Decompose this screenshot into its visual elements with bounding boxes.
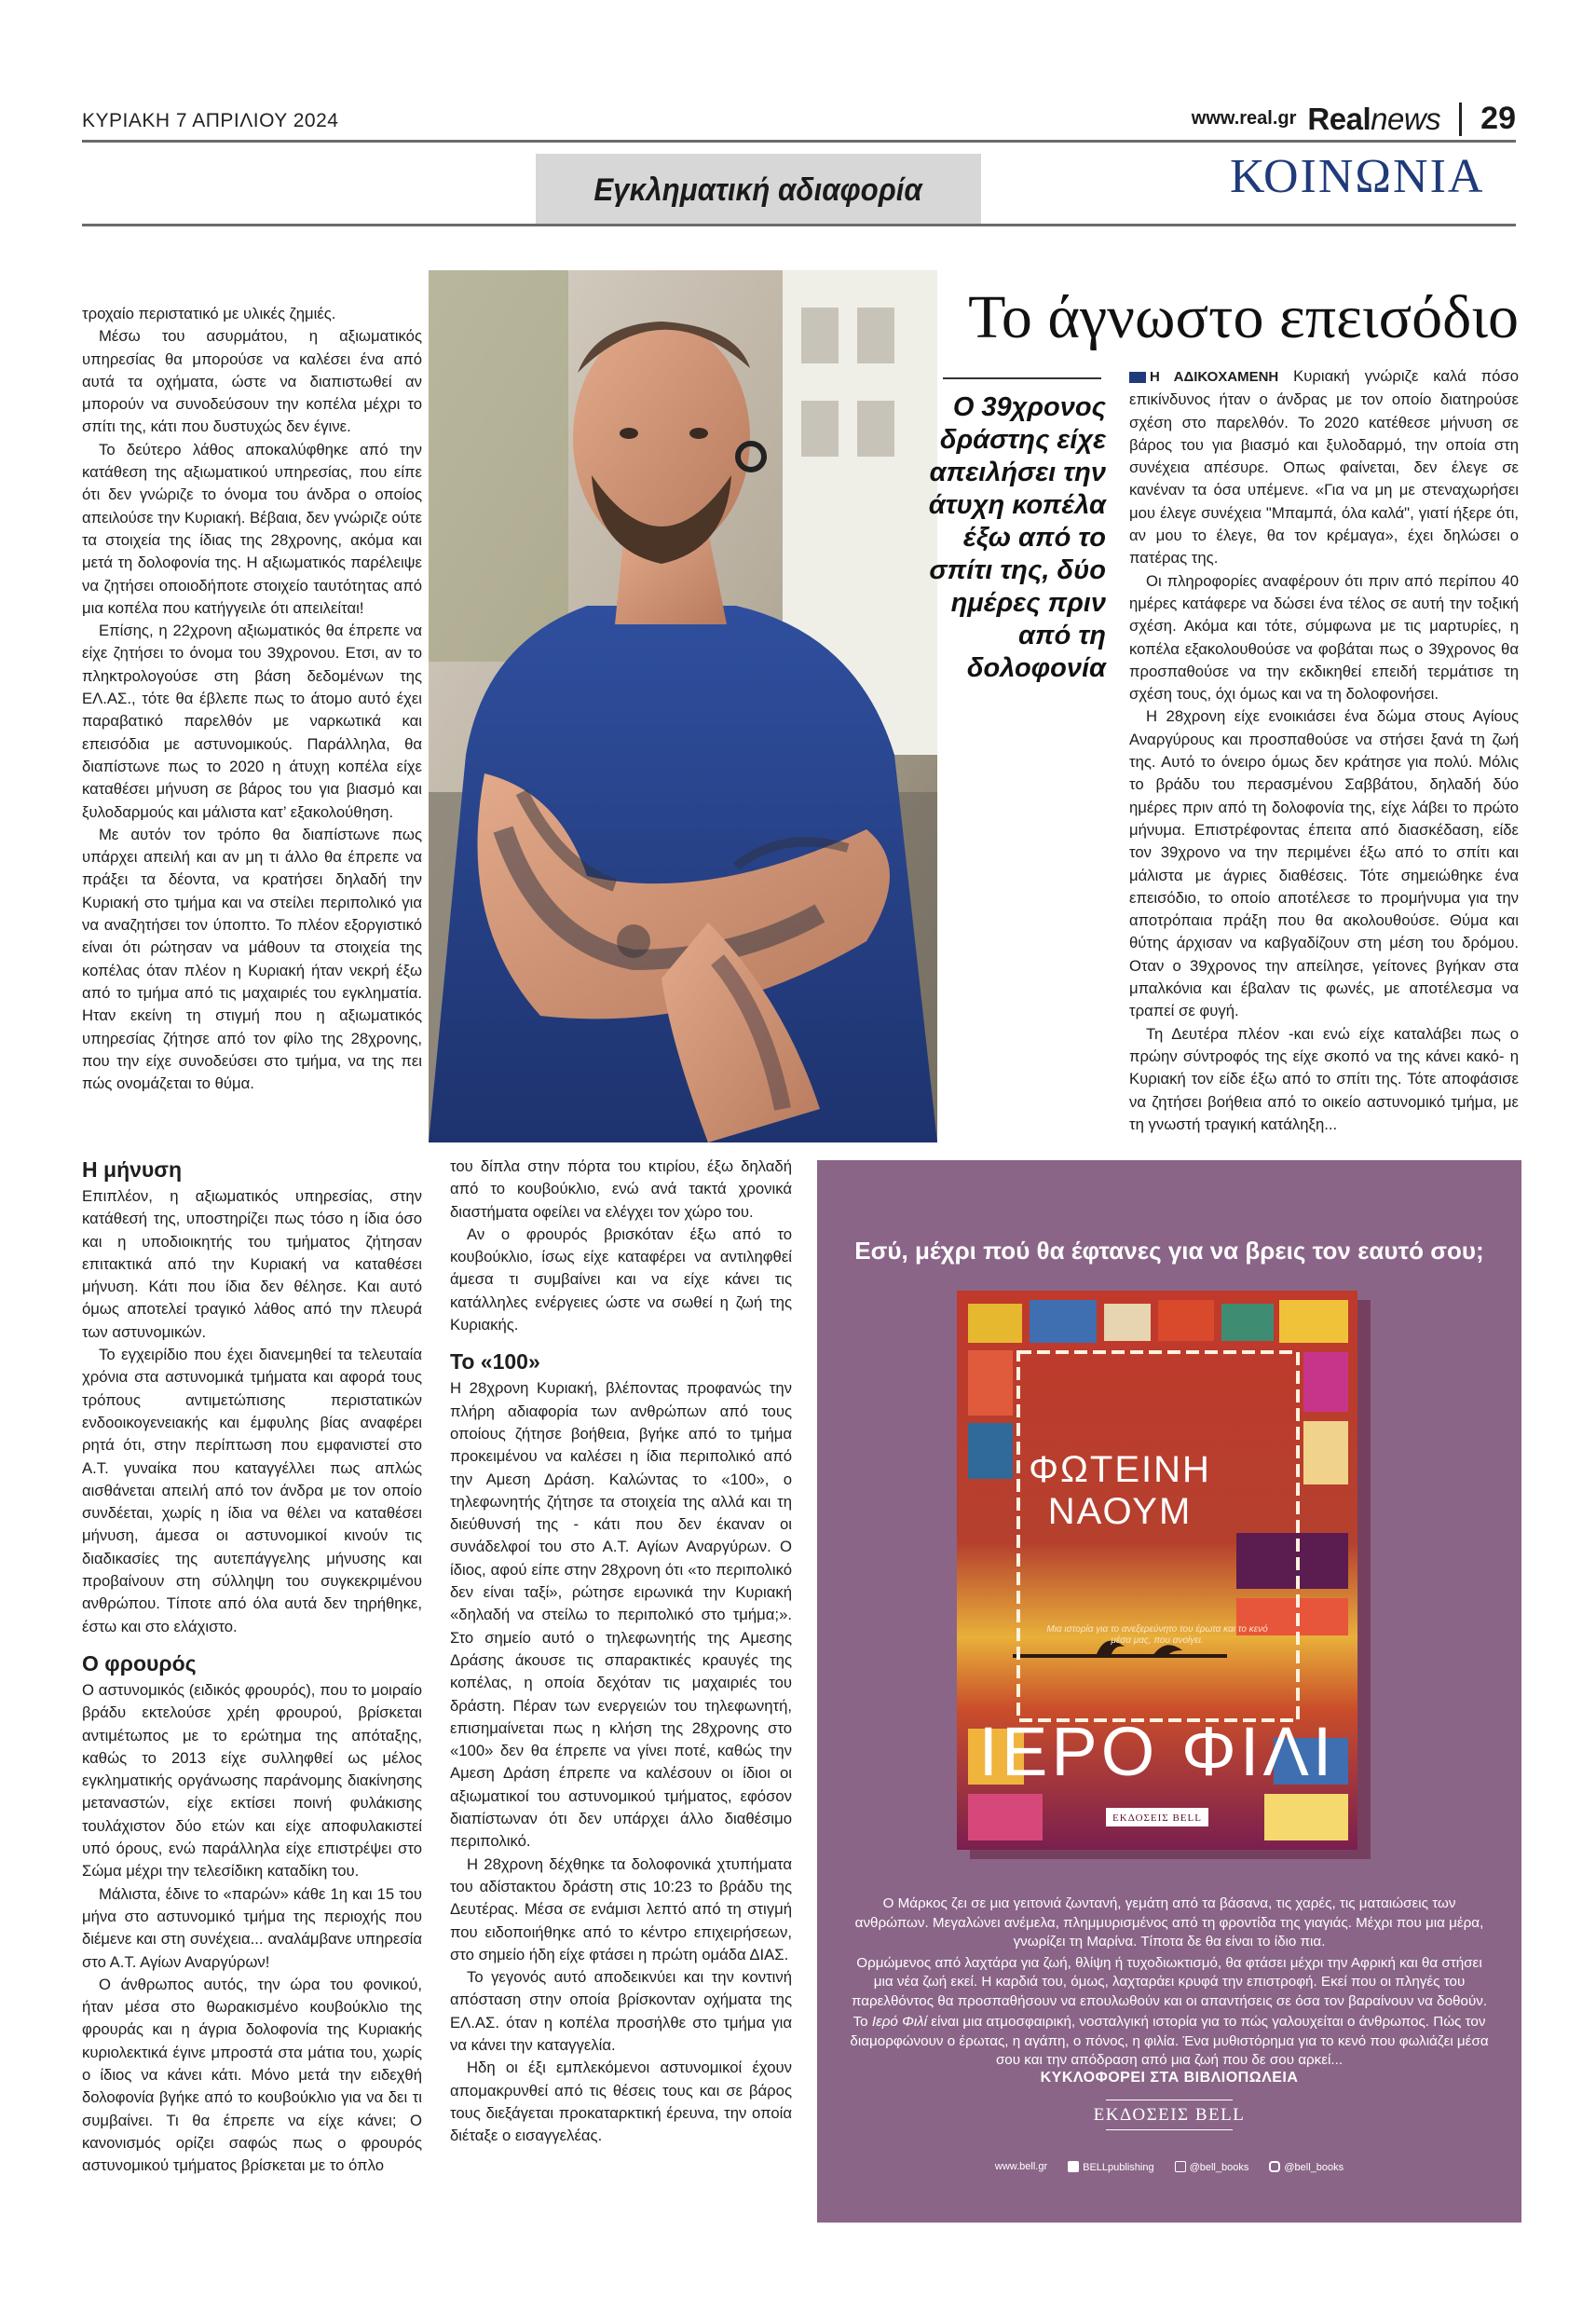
ad-text: είναι μια ατμοσφαιρική, νοσταλγική ιστορία για το πώς γαλουχείται ο άνθρωπος. Πώς τον διαμορφώνουν ο έρωτας, η αγάπη, ο πόνος, η φιλία. Ένα μυθιστόρημα για το κενό που φωλιάζει μέσα σου και την απόδραση από μια ζωή που δε σου αρκεί... bbox=[850, 2014, 1489, 2068]
paragraph: του δίπλα στην πόρτα του κτιρίου, έξω δηλαδή από το κουβούκλιο, ενώ ανά τακτά χρονικά διαστήματα οφείλει να ελέγχει τον χώρο του. bbox=[450, 1157, 792, 1221]
ad-headline: Εσύ, μέχρι πού θα έφτανες για να βρεις τον εαυτό σου; bbox=[854, 1237, 1484, 1265]
masthead bbox=[1192, 101, 1516, 137]
left-column-bottom bbox=[82, 1156, 422, 2177]
masthead-separator bbox=[1459, 103, 1462, 136]
paragraph: Το εγχειρίδιο που έχει διανεμηθεί τα τελευταία χρόνια στα αστυνομικά τμήματα και αφορά τους τρόπους αντιμετώπισης περιστατικών ενδοοικογενειακής και έμφυλης βίας αναφέρει ρητά ότι, στην περίπτωση που εμφανιστεί στο Α.Τ. γυναίκα που καταγγέλλει πως απλώς αισθάνεται απειλή από τον άνδρα με τον οποίο συνδέεται, χωρίς η ίδια να θέλει να καταθέσει μήνυση, άμεσα οι αστυνομικοί κινούν τις διαδικασίες της αυτεπάγγελης μήνυσης και προβαίνουν στη σύλληψη του συγκεκριμένου ανθρώπου. Τίποτε από όλα αυτά δεν τηρήθηκε, έστω και στο ελάχιστο. bbox=[82, 1346, 422, 1635]
paragraph: Το γεγονός αυτό αποδεικνύει και την κοντινή απόσταση στην οποία βρίσκονταν οχήματα της ΕΛ.ΑΣ. όταν η κοπέλα προσήλθε στο τμήμα για να κάνει την καταγγελία. bbox=[450, 1968, 792, 2054]
article-headline: Το άγνωστο επεισόδιο bbox=[968, 283, 1519, 351]
ad-paragraph: Ο Μάρκος ζει σε μια γειτονιά ζωντανή, γεμάτη από τα βάσανα, τις χαρές, τις ματαιώσεις των ανθρώπων. Μεγαλώνει ανέμελα, πλημμυρισμένος από τη φροντίδα της γιαγιάς. Μέχρι που μια μέρα, γνωρίζει τη Μαρίνα. Τίποτα δε θα είναι το ίδιο πια. bbox=[854, 1895, 1484, 1949]
right-column bbox=[1129, 365, 1519, 1136]
ad-publisher: ΕΚΔΟΣΕΙΣ BELL bbox=[1093, 2105, 1246, 2125]
paragraph: Με αυτόν τον τρόπο θα διαπίστωνε πως υπάρχει απειλή και αν μη τι άλλο θα έπρεπε να πράξει τα δέοντα, να κρατήσει δηλαδή την Κυριακή στο τμήμα και να στείλει περιπολικό για να αναζητήσει τον ύποπτο. Το πλέον εξοργιστικό είναι ότι ρώτησαν να μάθουν τα στοιχεία της κοπέλας όταν πλέον η Κυριακή ήταν νεκρή έξω από το τμήμα από τις μαχαιριές του εγκληματία. Ηταν εκείνη τη στιγμή που η αξιωματικός υπηρεσίας ζήτησε από τον φίλο της 28χρονης, που την είχε συνοδεύσει στο τμήμα, να της πει πώς ονομάζεται το θύμα. bbox=[82, 825, 422, 1093]
ad-paragraph: Ορμώμενος από λαχτάρα για ζωή, θλίψη ή τυχοδιωκτισμό, θα φτάσει μέχρι την Αφρική και θα στήσει μια νέα ζωή εκεί. Η καρδιά του, όμως, λαχταράει κρυφά την επιστροφή. Εκεί που οι πληγές του παρελθόντος θα προσπαθήσουν να επουλωθούν και οι απαντήσεις σε όσα τον βαραίνουν να δοθούν. bbox=[851, 1954, 1488, 2009]
ad-instagram-text: @bell_books bbox=[1284, 2162, 1344, 2173]
paragraph: Η 28χρονη Κυριακή, βλέποντας προφανώς την πλήρη αδιαφορία των ανθρώπων από τους οποίους ζήτησε βοήθεια, βγήκε από το τμήμα προκειμένου να καλέσει η ίδια περιπολικό από την Αμεση Δράση. Καλώντας το «100», ο τηλεφωνητής ζήτησε τα στοιχεία της αλλά και τη διεύθυνσή της - κάτι που δεν έκαναν οι συνάδελφοί του στο Α.Τ. Αγίων Αναργύρων. Ο ίδιος, αφού είπε στην 28χρονη ότι «το περιπολικό δεν είναι ταξί», ρώτησε ειρωνικά την Κυριακή «δηλαδή να στείλω το περιπολικό στο τμήμα;». Στο σημείο αυτό ο τηλεφωνητής της Αμεσης Δράσης άκουσε τις σπαρακτικές κραυγές της κοπέλας, η οποία δεχόταν τις μαχαιριές του δράστη. Πέραν των ενεργειών του τηλεφωνητή, επισημαίνεται πως η κλήση της 28χρονης στο «100» δεν θα έπρεπε να γίνει ποτέ, καθώς την Αμεση Δράση έπρεπε να καλέσουν οι ίδιοι οι αξιωματικοί του αστυνομικού τμήματος, εφόσον διαπίστωναν ότι δεν υπάρχει άλλο διαθέσιμο περιπολικό. bbox=[450, 1379, 792, 1851]
facebook-icon bbox=[1068, 2161, 1079, 2172]
ad-facebook-link[interactable] bbox=[1068, 2161, 1153, 2173]
ad-book-title-inline: Ιερό Φιλί bbox=[871, 2014, 928, 2030]
ad-instagram-link[interactable] bbox=[1269, 2161, 1344, 2173]
brand-real: Real bbox=[1307, 101, 1371, 136]
ad-website-link[interactable] bbox=[995, 2161, 1047, 2173]
header-rule-bottom bbox=[82, 224, 1516, 226]
issue-date: ΚΥΡΙΑΚΗ 7 ΑΠΡΙΛΙΟΥ 2024 bbox=[82, 110, 339, 131]
kicker-text: Εγκληματική αδιαφορία bbox=[593, 171, 923, 208]
ad-description bbox=[845, 1895, 1494, 2073]
ad-facebook-text: BELLpublishing bbox=[1083, 2162, 1154, 2173]
brand-news: news bbox=[1371, 101, 1441, 136]
pullquote: Ο 39χρονος δράστης είχε απειλήσει την άτυχη κοπέλα έξω από το σπίτι της, δύο ημέρες πριν από τη δολοφονία bbox=[928, 392, 1106, 683]
middle-column-bottom bbox=[450, 1156, 792, 2147]
pullquote-rule bbox=[943, 377, 1101, 379]
x-icon bbox=[1175, 2161, 1186, 2172]
paragraph: Ηδη οι έξι εμπλεκόμενοι αστυνομικοί έχουν απομακρυνθεί από τις θέσεις τους και σε βάρος τους διεξάγεται προκαταρκτική έρευνα, την οποία διέταξε ο εισαγγελέας. bbox=[450, 2059, 792, 2145]
lead-in: Η ΑΔΙΚΟΧΑΜΕΝΗ bbox=[1129, 369, 1278, 385]
masthead-logo bbox=[1307, 102, 1440, 137]
paragraph: Επίσης, η 22χρονη αξιωματικός θα έπρεπε να είχε ζητήσει το όνομα του 39χρονου. Ετσι, αν το πληκτρολογούσε στη βάση δεδομένων της ΕΛ.ΑΣ., τότε θα έβλεπε πως το άτομο αυτό έχει παραβατικό παρελθόν με ναρκωτικά και επεισόδια με αστυνομικούς. Παράλληλα, θα διαπίστωνε πως το 2020 η άτυχη κοπέλα είχε καταθέσει μήνυση σε βάρος του για βιασμό και ξυλοδαρμούς και μάλιστα κατ’ εξακολούθηση. bbox=[82, 622, 422, 821]
ad-text: Το bbox=[853, 2014, 872, 2030]
ad-paragraph bbox=[845, 2013, 1494, 2071]
section-title: ΚΟΙΝΩΝΙΑ bbox=[1230, 150, 1485, 203]
ad-website-text: www.bell.gr bbox=[994, 2161, 1048, 2172]
lead-text: Κυριακή γνώριζε καλά πόσο επικίνδυνος ήταν ο άνδρας με τον οποίο διατηρούσε σχέση στο παρελθόν. Το 2020 κατέθεσε μήνυση σε βάρος του για βιασμό και ξυλοδαρμό, την οποία στη συνέχεια απέσυρε. Οπως φαίνεται, δεν έλεγε σε κανέναν τα όσα υπέμενε. «Για να μη με στεναχωρήσει μου έλεγε συνέχεια "Μπαμπά, όλα καλά", γιατί ήξερε ότι, αν μου το έλεγε, θα τον κρέμαγα», έχει δηλώσει ο πατέρας της. bbox=[1129, 367, 1519, 568]
kicker-banner bbox=[536, 154, 981, 226]
ad-publisher-rule bbox=[1106, 2129, 1233, 2130]
ad-social-links bbox=[817, 2161, 1521, 2173]
paragraph: Αν ο φρουρός βρισκόταν έξω από το κουβούκλιο, ίσως είχε καταφέρει να αντιληφθεί άμεσα τι συμβαίνει και να είχε κάνει τις κατάλληλες ενέργειες ώστε να σωθεί η ζωή της Κυριακής. bbox=[450, 1224, 792, 1334]
paragraph: Οι πληροφορίες αναφέρουν ότι πριν από περίπου 40 ημέρες κατάφερε να δώσει ένα τέλος σε αυτή την τοξική σχέση. Ακόμα και τότε, σύμφωνα με τις μαρτυρίες, η κοπέλα εξακολουθούσε να φοβάται πως ο 39χρονος θα προσπαθούσε να την εκδικηθεί επειδή τερμάτισε τη σχέση τους, όχι όμως και να τη δολοφονήσει. bbox=[1129, 571, 1519, 704]
ad-x-link[interactable] bbox=[1175, 2161, 1249, 2173]
paragraph: Τη Δευτέρα πλέον -και ενώ είχε καταλάβει πως ο πρώην σύντροφός της είχε σκοπό να της κάνει κακό- η Κυριακή τον είδε έξω από το σπίτι της. Τότε αποφάσισε να ζητήσει βοήθεια από το οικείο αστυνομικό τμήμα, με τη γνωστή τραγική κατάληξη... bbox=[1129, 1024, 1519, 1133]
paragraph: Η 28χρονη είχε ενοικιάσει ένα δώμα στους Αγίους Αναργύρους και προσπαθούσε να στήσει ξανά τη ζωή της. Αυτό το όνειρο όμως δεν κράτησε για πολύ. Μόλις το βράδυ του περασμένου Σαββάτου, δηλαδή δύο ημέρες πριν από τη δολοφονία της, είχε λάβει το πρώτο μήνυμα. Επιστρέφοντας έπειτα από διασκέδαση, είδε τον 39χρονο να την περιμένει έξω από το σπίτι και μάλιστα με άγριες διαθέσεις. Τότε σημειώθηκε ένα επεισόδιο, το οποίο αποτέλεσε το προμήνυμα για την αποτρόπαια πράξη που θα ακολουθούσε. Θύμα και θύτης άρχισαν να καβγαδίζουν στη μέση του δρόμου. Οταν ο 39χρονος την απείλησε, γείτονες βγήκαν στα μπαλκόνια και έβαλαν τις φωνές, με αποτέλεσμα να τραπεί σε φυγή. bbox=[1129, 707, 1519, 1020]
suspect-photo bbox=[429, 270, 937, 1142]
book-title: ΙΕΡΟ ΦΙΛΙ bbox=[978, 1713, 1336, 1790]
book-cover-publisher: ΕΚΔΟΣΕΙΣ BELL bbox=[1112, 1813, 1202, 1824]
subhead-frouros: Ο φρουρός bbox=[82, 1650, 197, 1676]
ad-call-to-action: ΚΥΚΛΟΦΟΡΕΙ ΣΤΑ ΒΙΒΛΙΟΠΩΛΕΙΑ bbox=[1040, 2070, 1299, 2086]
lead-paragraph bbox=[1129, 365, 1519, 570]
paragraph: Μέσω του ασυρμάτου, η αξιωματικός υπηρεσίας θα μπορούσε να καλέσει ένα από αυτά τα οχήματα, ώστε να διαπιστωθεί αν μπορούν να συνοδεύσουν την κοπέλα μέχρι το σπίτι της, κάτι που δυστυχώς δεν έγινε. bbox=[82, 327, 422, 436]
suspect-photo-illustration bbox=[429, 270, 937, 1142]
book-author-first: ΦΩΤΕΙΝΗ bbox=[1029, 1449, 1211, 1490]
book-tagline: Μια ιστορία για το ανεξερεύνητο του έρωτα και το κενό μέσα μας, που ανοίγει. bbox=[1046, 1624, 1268, 1646]
paragraph: Μάλιστα, έδινε το «παρών» κάθε 1η και 15 του μήνα στο αστυνομικό τμήμα της περιοχής που διέμενε και στη συνέχεια... αναλάμβανε υπηρεσία στο Α.Τ. Αγίων Αναργύρων! bbox=[82, 1884, 422, 1971]
paragraph: Ο άνθρωπος αυτός, την ώρα του φονικού, ήταν μέσα στο θωρακισμένο κουβούκλιο της φρουράς και η άγρια δολοφονία της Κυριακής κυριολεκτικά έγινε μπροστά στα μάτια του, χωρίς ο ίδιος να κάνει κάτι. Μόνο μετά την ειδεχθή δολοφονία βγήκε από το κουβούκλιο για να δει τι συμβαίνει. Τι θα έπρεπε να είχε κάνει; Ο κανονισμός ορίζει σαφώς πως ο φρουρός αστυνομικού τμήματος βρίσκεται με το όπλο bbox=[82, 1975, 422, 2175]
paragraph: Επιπλέον, η αξιωματικός υπηρεσίας, στην κατάθεσή της, υποστηρίζει πως τόσο η ίδια όσο και η υποδιοικητής του τμήματος ζήτησαν επιτακτικά από την Κυριακή να καταθέσει μήνυση. Κάτι που ίδια δεν θέλησε. Και αυτό όμως αποτελεί τραγικό λάθος από την πλευρά των αστυνομικών. bbox=[82, 1187, 422, 1341]
paragraph: τροχαίο περιστατικό με υλικές ζημιές. bbox=[82, 305, 336, 322]
ad-x-text: @bell_books bbox=[1189, 2162, 1249, 2173]
subhead-100: Το «100» bbox=[450, 1349, 540, 1375]
book-advertisement[interactable] bbox=[817, 1160, 1521, 2223]
paragraph: Το δεύτερο λάθος αποκαλύφθηκε από την κατάθεση της αξιωματικού υπηρεσίας, που είπε ότι δεν γνώριζε το όνομα του άνδρα ο οποίος απειλούσε την Κυριακή. Βέβαια, δεν γνώριζε ούτε τα στοιχεία της ίδιας της 28χρονης, ακόμα και μετά τη δολοφονία της. Η αξιωματικός παρέλειψε να ζητήσει οποιοδήποτε στοιχείο ταυτότητας από μια κοπέλα που κατήγγειλε ότι απειλείται! bbox=[82, 440, 422, 617]
paragraph: Η 28χρονη δέχθηκε τα δολοφονικά χτυπήματα του αδίστακτου δράστη στις 10:23 το βράδυ της Δευτέρας. Μέσα σε ενάμισι λεπτό από τη στιγμή που ειδοποιήθηκε από το κέντρο επιχειρήσεων, στο σημείο ήδη είχε φτάσει η πρώτη ομάδα ΔΙΑΣ. bbox=[450, 1854, 792, 1963]
instagram-icon bbox=[1269, 2161, 1280, 2172]
book-cover[interactable] bbox=[957, 1291, 1381, 1868]
book-author-last: ΝΑΟΥΜ bbox=[1047, 1491, 1193, 1532]
subhead-minysi: Η μήνυση bbox=[82, 1157, 183, 1182]
header-rule-top bbox=[82, 140, 1516, 143]
book-cover-art bbox=[957, 1291, 1381, 1868]
page-number: 29 bbox=[1480, 101, 1516, 136]
left-column-top bbox=[82, 303, 422, 1095]
paragraph: Ο αστυνομικός (ειδικός φρουρός), που το μοιραίο βράδυ εκτελούσε χρέη φρουρού, βρίσκεται αντιμέτωπος με το ερώτημα της απόταξης, καθώς το 2013 είχε συλληφθεί ως μέλος εγκληματικής οργάνωσης παράνομης διακίνησης μεταναστών, είχε εκτίσει ποινή φυλάκισης τουλάχιστον δύο ετών και είχε αποφυλακιστεί υπό όρους, ενώ παράλληλα είχε επιστρέψει στο Σώμα μέχρι την τελεσίδικη καταδίκη του. bbox=[82, 1680, 422, 1881]
masthead-url[interactable]: www.real.gr bbox=[1191, 108, 1297, 129]
